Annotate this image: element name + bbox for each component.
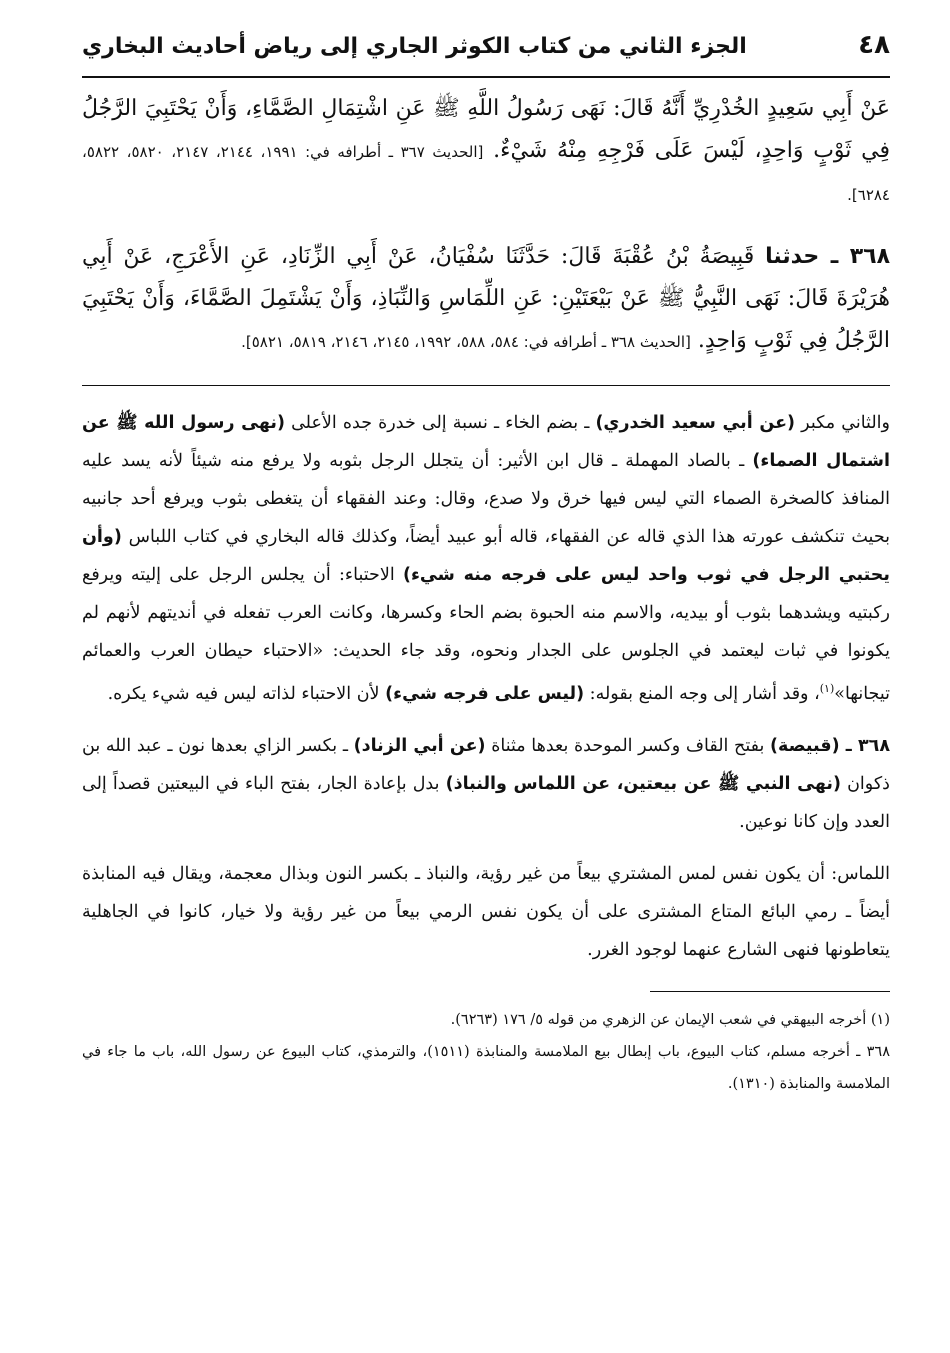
hadith-368 (82, 236, 890, 363)
hadith-reference: [الحديث ٣٦٧ ـ أطرافه في: ١٩٩١، ٢١٤٤، ٢١٤٧، ٥٨٢٠، ٥٨٢٢، ٦٢٨٤]. (82, 143, 890, 204)
hadith-367 (82, 88, 890, 216)
commentary (82, 404, 890, 969)
quoted-phrase: ٣٦٨ ـ (قبيصة) (770, 735, 890, 756)
commentary-text: بدل بإعادة الجار، بفتح الباء في البيعتين قصداً إلى العدد وإن كانا نوعين. (82, 773, 890, 832)
quoted-phrase: (نهى النبي ﷺ عن بيعتين، عن اللماس والنباذ) (445, 773, 841, 794)
commentary-paragraph (82, 727, 890, 841)
footnote-368: ٣٦٨ ـ أخرجه مسلم، كتاب البيوع، باب إبطال بيع الملامسة والمنابذة (١٥١١)، والترمذي، كتاب البيوع عن رسول الله، باب ما جاء في الملامسة والمنابذة (١٣١٠). (82, 1043, 890, 1092)
quoted-phrase: (نهى رسول الله ﷺ عن اشتمال الصماء) (82, 413, 890, 471)
commentary-paragraph (82, 404, 890, 713)
commentary-text: الاحتباء: أن يجلس الرجل على إليته ويرفع ركبتيه ويشدهما بثوب أو بيديه، والاسم منه الحبوة بضم الحاء وكسرها، وكانت العرب تفعله في أنديتهم لأنهم لم يكونوا في ثبات ليعتمد في الجلوس على الجدار ونحوه، وقد جاء الحديث: «الاحتباء حيطان العرب والعمائم تيجانها» (82, 565, 890, 704)
commentary-text: ـ بالصاد المهملة ـ قال ابن الأثير: أن يتجلل الرجل بثوبه ولا يرفع منه شيئاً لأنه يسد عليه المنافذ كالصخرة الصماء التي ليس فيها خرق ولا صدع، وقال: وعند الفقهاء أن يتغطى بثوب ويرفع أحد جانبيه بحيث تنكشف عورته هذا الذي قاله عن الفقهاء، قاله أبو عبيد أيضاً، وكذلك قاله البخاري في كتاب اللباس (82, 451, 890, 547)
commentary-text: بفتح القاف وكسر الموحدة بعدها مثناة (491, 735, 765, 756)
footnote-1: (١) أخرجه البيهقي في شعب الإيمان عن الزهري من قوله ٥/ ١٧٦ (٦٢٦٣). (450, 1011, 890, 1028)
quoted-phrase: (وأن يحتبي الرجل في ثوب واحد ليس على فرجه منه شيء) (82, 527, 890, 585)
commentary-paragraph: اللماس: أن يكون نفس لمس المشتري بيعاً من غير رؤية، والنباذ ـ بكسر النون وبذال معجمة، ويقال فيه المنابذة أيضاً ـ رمي البائع المتاع المشترى على أن يكون نفس الرمي بيعاً من غير رؤية ولا خيار، كانوا في الجاهلية يتعاطونها فنهى الشارع عنهما لوجود الغرر. (82, 863, 890, 960)
commentary-text: والثاني مكبر (801, 413, 890, 433)
quoted-phrase: (عن أبي الزناد) (353, 735, 486, 756)
hadith-text: عَنْ أَبِي سَعِيدٍ الخُدْرِيِّ أَنَّهُ قَالَ: نَهَى رَسُولُ اللَّهِ ﷺ عَنِ اشْتِمَالِ الصَّمَّاءِ، وَأَنْ يَحْتَبِيَ الرَّجُلُ فِي ثَوْبٍ وَاحِدٍ، لَيْسَ عَلَى فَرْجِهِ مِنْهُ شَيْءٌ. (82, 96, 891, 163)
page-header (82, 30, 890, 78)
section-divider (82, 385, 890, 386)
hadith-number: ٣٦٨ ـ حدثنا (765, 244, 891, 269)
footnotes (82, 1004, 890, 1100)
hadith-text: قَبِيصَةُ بْنُ عُقْبَةَ قَالَ: حَدَّثَنَا سُفْيَانُ، عَنْ أَبِي الزِّنَادِ، عَنِ الأَعْرَجِ، عَنْ أَبِي هُرَيْرَةَ قَالَ: نَهَى النَّبِيُّ ﷺ عَنْ بَيْعَتَيْنِ: عَنِ اللِّمَاسِ وَالنِّبَاذِ، وَأَنْ يَشْتَمِلَ الصَّمَّاءَ، وَأَنْ يَحْتَبِيَ الرَّجُلُ فِي ثَوْبٍ وَاحِدٍ. (82, 244, 890, 353)
hadith-reference: [الحديث ٣٦٨ ـ أطرافه في: ٥٨٤، ٥٨٨، ١٩٩٢، ٢١٤٥، ٢١٤٦، ٥٨١٩، ٥٨٢١]. (241, 333, 691, 351)
commentary-text: ـ بكسر الزاي بعدها نون ـ عبد الله بن ذكوان (82, 735, 890, 794)
footnote-marker[interactable]: (١) (819, 682, 835, 695)
quoted-phrase: (ليس على فرجه شيء) (385, 683, 585, 704)
commentary-text: ، وقد أشار إلى وجه المنع بقوله: (589, 683, 820, 704)
quoted-phrase: (عن أبي سعيد الخدري) (595, 413, 796, 433)
book-page (82, 30, 890, 1100)
page-number: ٤٨ (858, 30, 890, 60)
footnote-divider (650, 991, 890, 992)
commentary-text: ـ بضم الخاء ـ نسبة إلى خدرة جده الأعلى (291, 413, 590, 433)
commentary-text: لأن الاحتباء لذاته ليس فيه شيء يكره. (107, 683, 380, 704)
running-title: الجزء الثاني من كتاب الكوثر الجاري إلى رياض أحاديث البخاري (82, 34, 747, 59)
